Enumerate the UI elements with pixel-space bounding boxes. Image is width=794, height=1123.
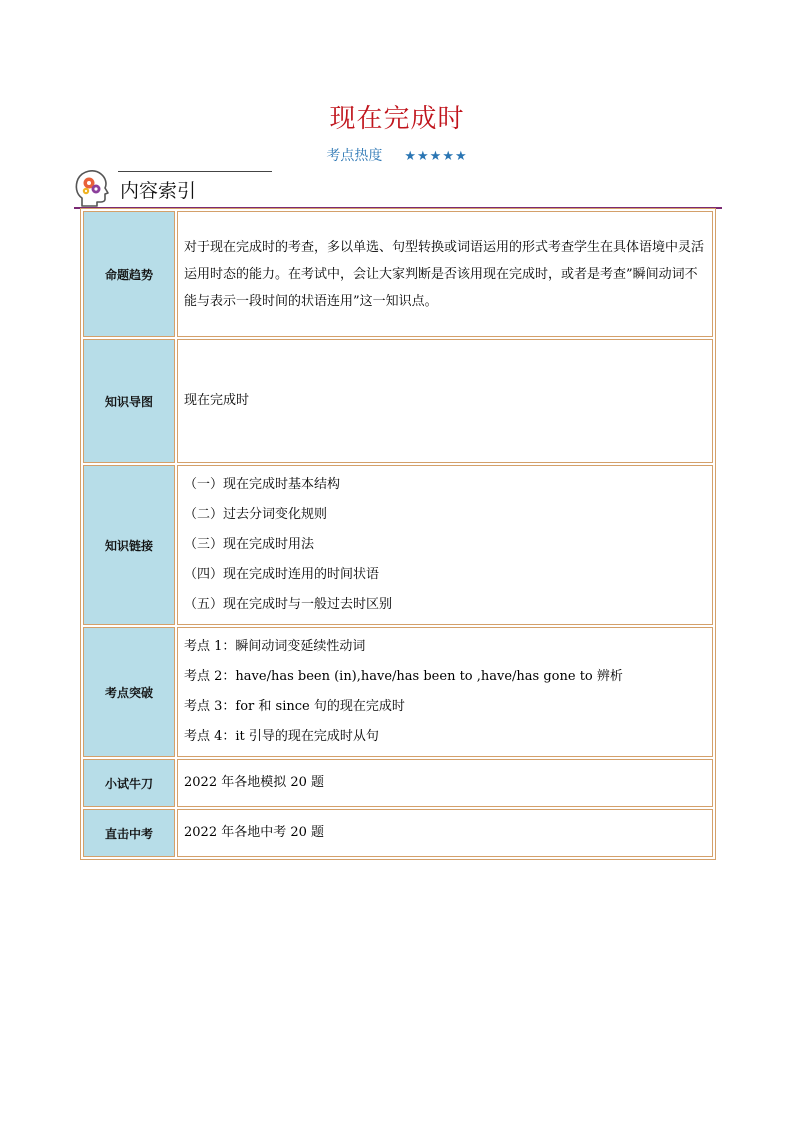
section-header xyxy=(74,166,722,210)
table-row xyxy=(83,211,713,337)
content-line: 现在完成时 xyxy=(184,393,250,408)
table-row xyxy=(83,627,713,757)
row-content xyxy=(177,465,713,625)
row-label: 直击中考 xyxy=(83,809,175,857)
content-line: （三）现在完成时用法 xyxy=(184,537,315,552)
content-line: 考点 1：瞬间动词变延续性动词 xyxy=(184,639,366,654)
row-label: 知识导图 xyxy=(83,339,175,463)
row-content xyxy=(177,339,713,463)
content-line: 2022 年各地中考 20 题 xyxy=(184,825,325,840)
content-line: 考点 3：for 和 since 句的现在完成时 xyxy=(184,699,405,714)
content-line: （四）现在完成时连用的时间状语 xyxy=(184,567,380,582)
content-index-table xyxy=(80,208,716,860)
row-content xyxy=(177,759,713,807)
exam-heat xyxy=(0,145,794,165)
star-rating: ★★★★★ xyxy=(404,149,468,164)
header-rule-top xyxy=(118,171,272,172)
content-line: 考点 4：it 引导的现在完成时从句 xyxy=(184,729,379,744)
row-label: 小试牛刀 xyxy=(83,759,175,807)
table-row xyxy=(83,339,713,463)
row-content xyxy=(177,809,713,857)
row-label: 考点突破 xyxy=(83,627,175,757)
row-label: 知识链接 xyxy=(83,465,175,625)
content-line: （五）现在完成时与一般过去时区别 xyxy=(184,597,393,612)
table-row xyxy=(83,809,713,857)
head-gears-icon xyxy=(74,168,110,208)
content-line: （一）现在完成时基本结构 xyxy=(184,477,341,492)
row-content xyxy=(177,627,713,757)
content-line: 2022 年各地模拟 20 题 xyxy=(184,775,325,790)
table-row xyxy=(83,465,713,625)
content-line: （二）过去分词变化规则 xyxy=(184,507,328,522)
page-title: 现在完成时 xyxy=(329,104,465,134)
heat-label: 考点热度 xyxy=(326,148,383,164)
row-label: 命题趋势 xyxy=(83,211,175,337)
row-content xyxy=(177,211,713,337)
content-line: 对于现在完成时的考查，多以单选、句型转换或词语运用的形式考查学生在具体语境中灵活运用时态的能力。在考试中，会让大家判断是否该用现在完成时，或者是考查”瞬间动词不能与表示一段时间的状语连用”这一知识点。 xyxy=(184,239,705,309)
table-row xyxy=(83,759,713,807)
content-line: 考点 2：have/has been (in),have/has been to ,have/has gone to 辨析 xyxy=(184,669,623,684)
section-title: 内容索引 xyxy=(120,180,197,202)
